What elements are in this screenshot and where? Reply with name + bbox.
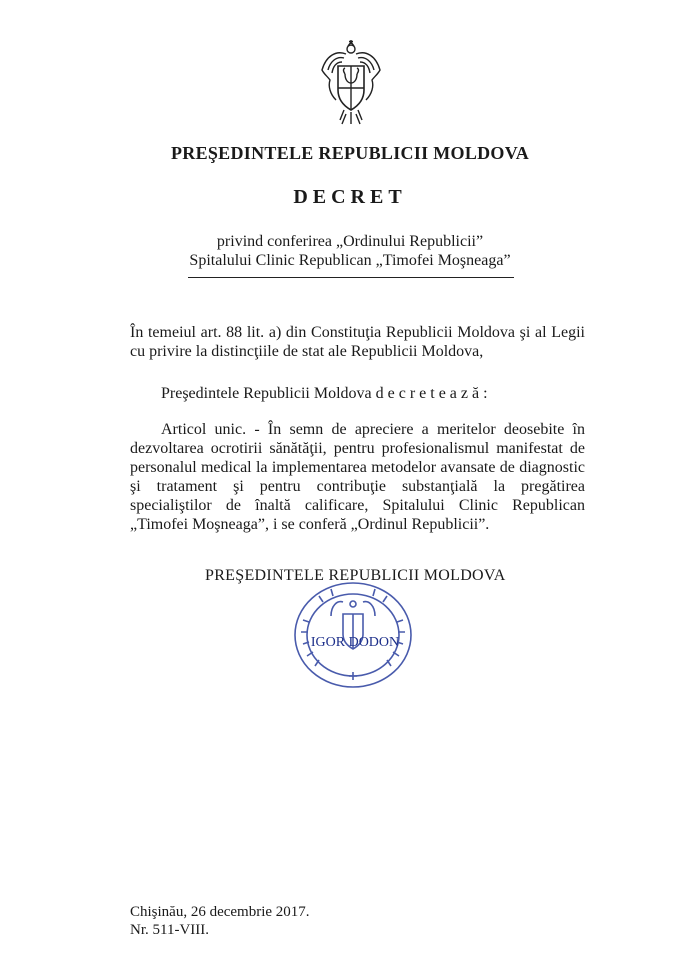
decree-number: Nr. 511-VIII. <box>130 922 210 938</box>
signatory-name: IGOR DODON <box>310 635 400 650</box>
decree-verb: decretează: <box>375 385 492 402</box>
place-and-date: Chişinău, 26 decembrie 2017. <box>130 904 310 920</box>
article-paragraph: Articol unic. - În semn de apreciere a meritelor deosebite în dezvoltarea ocrotirii sănătăţii, pentru profesionalismul manifestat de personalul medical la implementarea metodelor avansate de diagnostic şi tratament şi pentru contribuţie substanţială la pregătirea specialiştilor de înaltă calificare, Spitalului Clinic Republican „Timofei Moşneaga”, i se conferă „Ordinul Republicii”. <box>130 421 585 533</box>
document-title: DECRET <box>293 186 407 208</box>
subtitle-line-1: privind conferirea „Ordinului Republicii” <box>216 233 484 250</box>
decree-subject: Preşedintele Republicii Moldova <box>161 385 372 402</box>
preamble-paragraph: În temeiul art. 88 lit. a) din Constituţia Republicii Moldova şi al Legii cu privire la distincţiile de stat ale Republicii Moldova, <box>130 324 585 360</box>
title-divider <box>188 277 514 278</box>
coat-of-arms-icon <box>318 40 384 126</box>
signature-title: PREŞEDINTELE REPUBLICII MOLDOVA <box>205 567 506 584</box>
subtitle-line-2: Spitalului Clinic Republican „Timofei Moşneaga” <box>189 252 511 269</box>
decree-formula <box>161 384 591 403</box>
issuer-heading: PREŞEDINTELE REPUBLICII MOLDOVA <box>170 143 530 163</box>
